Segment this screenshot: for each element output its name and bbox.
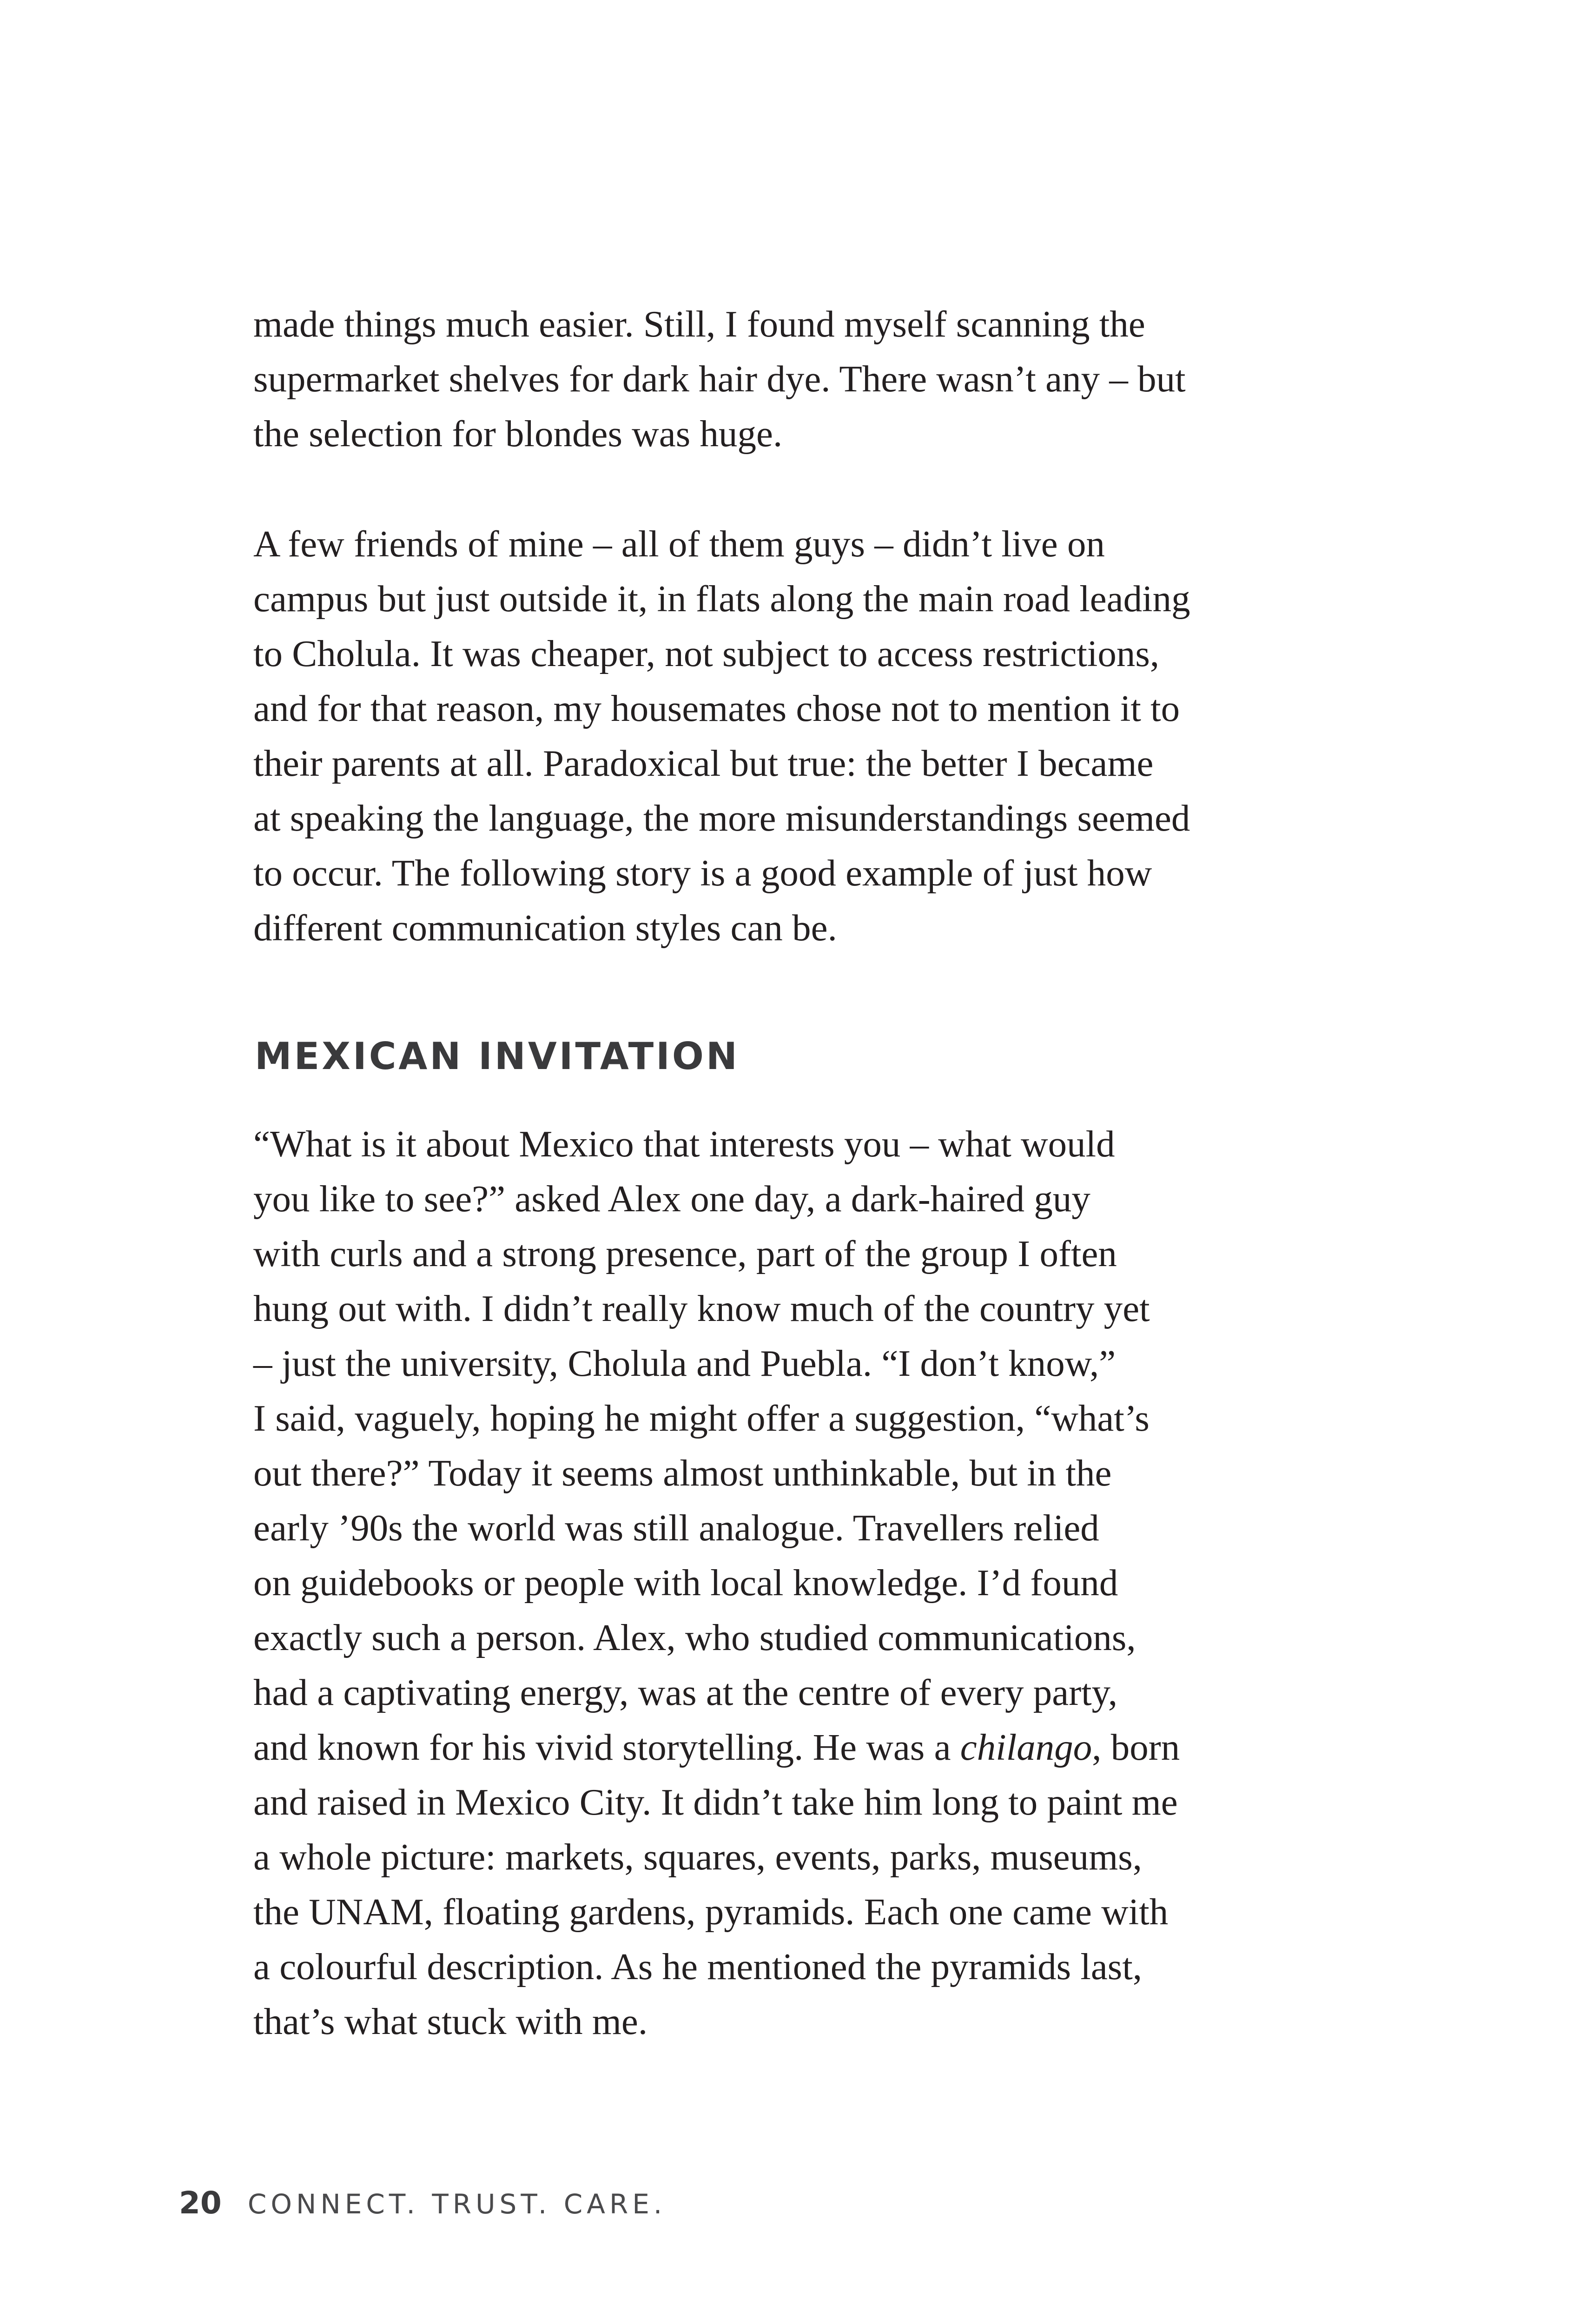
text-line: you like to see?” asked Alex one day, a dark-haired guy xyxy=(253,1178,1090,1220)
text-line: made things much easier. Still, I found myself scanning the xyxy=(253,303,1145,345)
text-line: their parents at all. Paradoxical but true: the better I became xyxy=(253,742,1154,784)
paragraph-2 xyxy=(253,516,1332,955)
text-line: that’s what stuck with me. xyxy=(253,2000,648,2042)
text-run: , born xyxy=(1092,1726,1180,1768)
text-line: early ’90s the world was still analogue. Travellers relied xyxy=(253,1507,1099,1549)
text-line: the UNAM, floating gardens, pyramids. Each one came with xyxy=(253,1891,1169,1933)
text-line: supermarket shelves for dark hair dye. There wasn’t any – but xyxy=(253,358,1186,400)
text-line: – just the university, Cholula and Puebla. “I don’t know,” xyxy=(253,1342,1116,1384)
page-number: 20 xyxy=(179,2185,222,2221)
page-footer xyxy=(179,2180,666,2226)
text-line: exactly such a person. Alex, who studied communications, xyxy=(253,1617,1136,1658)
text-line: at speaking the language, the more misunderstandings seemed xyxy=(253,797,1190,839)
text-line: “What is it about Mexico that interests you – what would xyxy=(253,1123,1115,1165)
text-line: to occur. The following story is a good example of just how xyxy=(253,852,1152,894)
text-line: A few friends of mine – all of them guys – didn’t live on xyxy=(253,523,1105,565)
section-heading: MEXICAN INVITATION xyxy=(255,1035,740,1078)
running-title: CONNECT. TRUST. CARE. xyxy=(247,2188,667,2220)
text-line: I said, vaguely, hoping he might offer a suggestion, “what’s xyxy=(253,1397,1149,1439)
text-line: and for that reason, my housemates chose not to mention it to xyxy=(253,687,1180,729)
text-line: hung out with. I didn’t really know much of the country yet xyxy=(253,1287,1150,1329)
text-line: and raised in Mexico City. It didn’t take him long to paint me xyxy=(253,1781,1178,1823)
text-line: with curls and a strong presence, part of the group I often xyxy=(253,1233,1117,1274)
text-line: a colourful description. As he mentioned the pyramids last, xyxy=(253,1946,1143,1987)
text-line: a whole picture: markets, squares, events, parks, museums, xyxy=(253,1836,1143,1878)
text-line: the selection for blondes was huge. xyxy=(253,413,783,455)
text-run: and known for his vivid storytelling. He was a xyxy=(253,1726,960,1768)
italic-word: chilango xyxy=(960,1726,1092,1768)
text-line: campus but just outside it, in flats along the main road leading xyxy=(253,578,1190,620)
text-line: on guidebooks or people with local knowledge. I’d found xyxy=(253,1562,1118,1604)
paragraph-3 xyxy=(253,1116,1332,2049)
text-line: different communication styles can be. xyxy=(253,907,837,949)
paragraph-1 xyxy=(253,297,1332,461)
text-line: out there?” Today it seems almost unthinkable, but in the xyxy=(253,1452,1112,1494)
text-line: to Cholula. It was cheaper, not subject to access restrictions, xyxy=(253,633,1160,674)
text-line: had a captivating energy, was at the centre of every party, xyxy=(253,1671,1118,1713)
text-line-with-italic xyxy=(253,1720,1332,1775)
